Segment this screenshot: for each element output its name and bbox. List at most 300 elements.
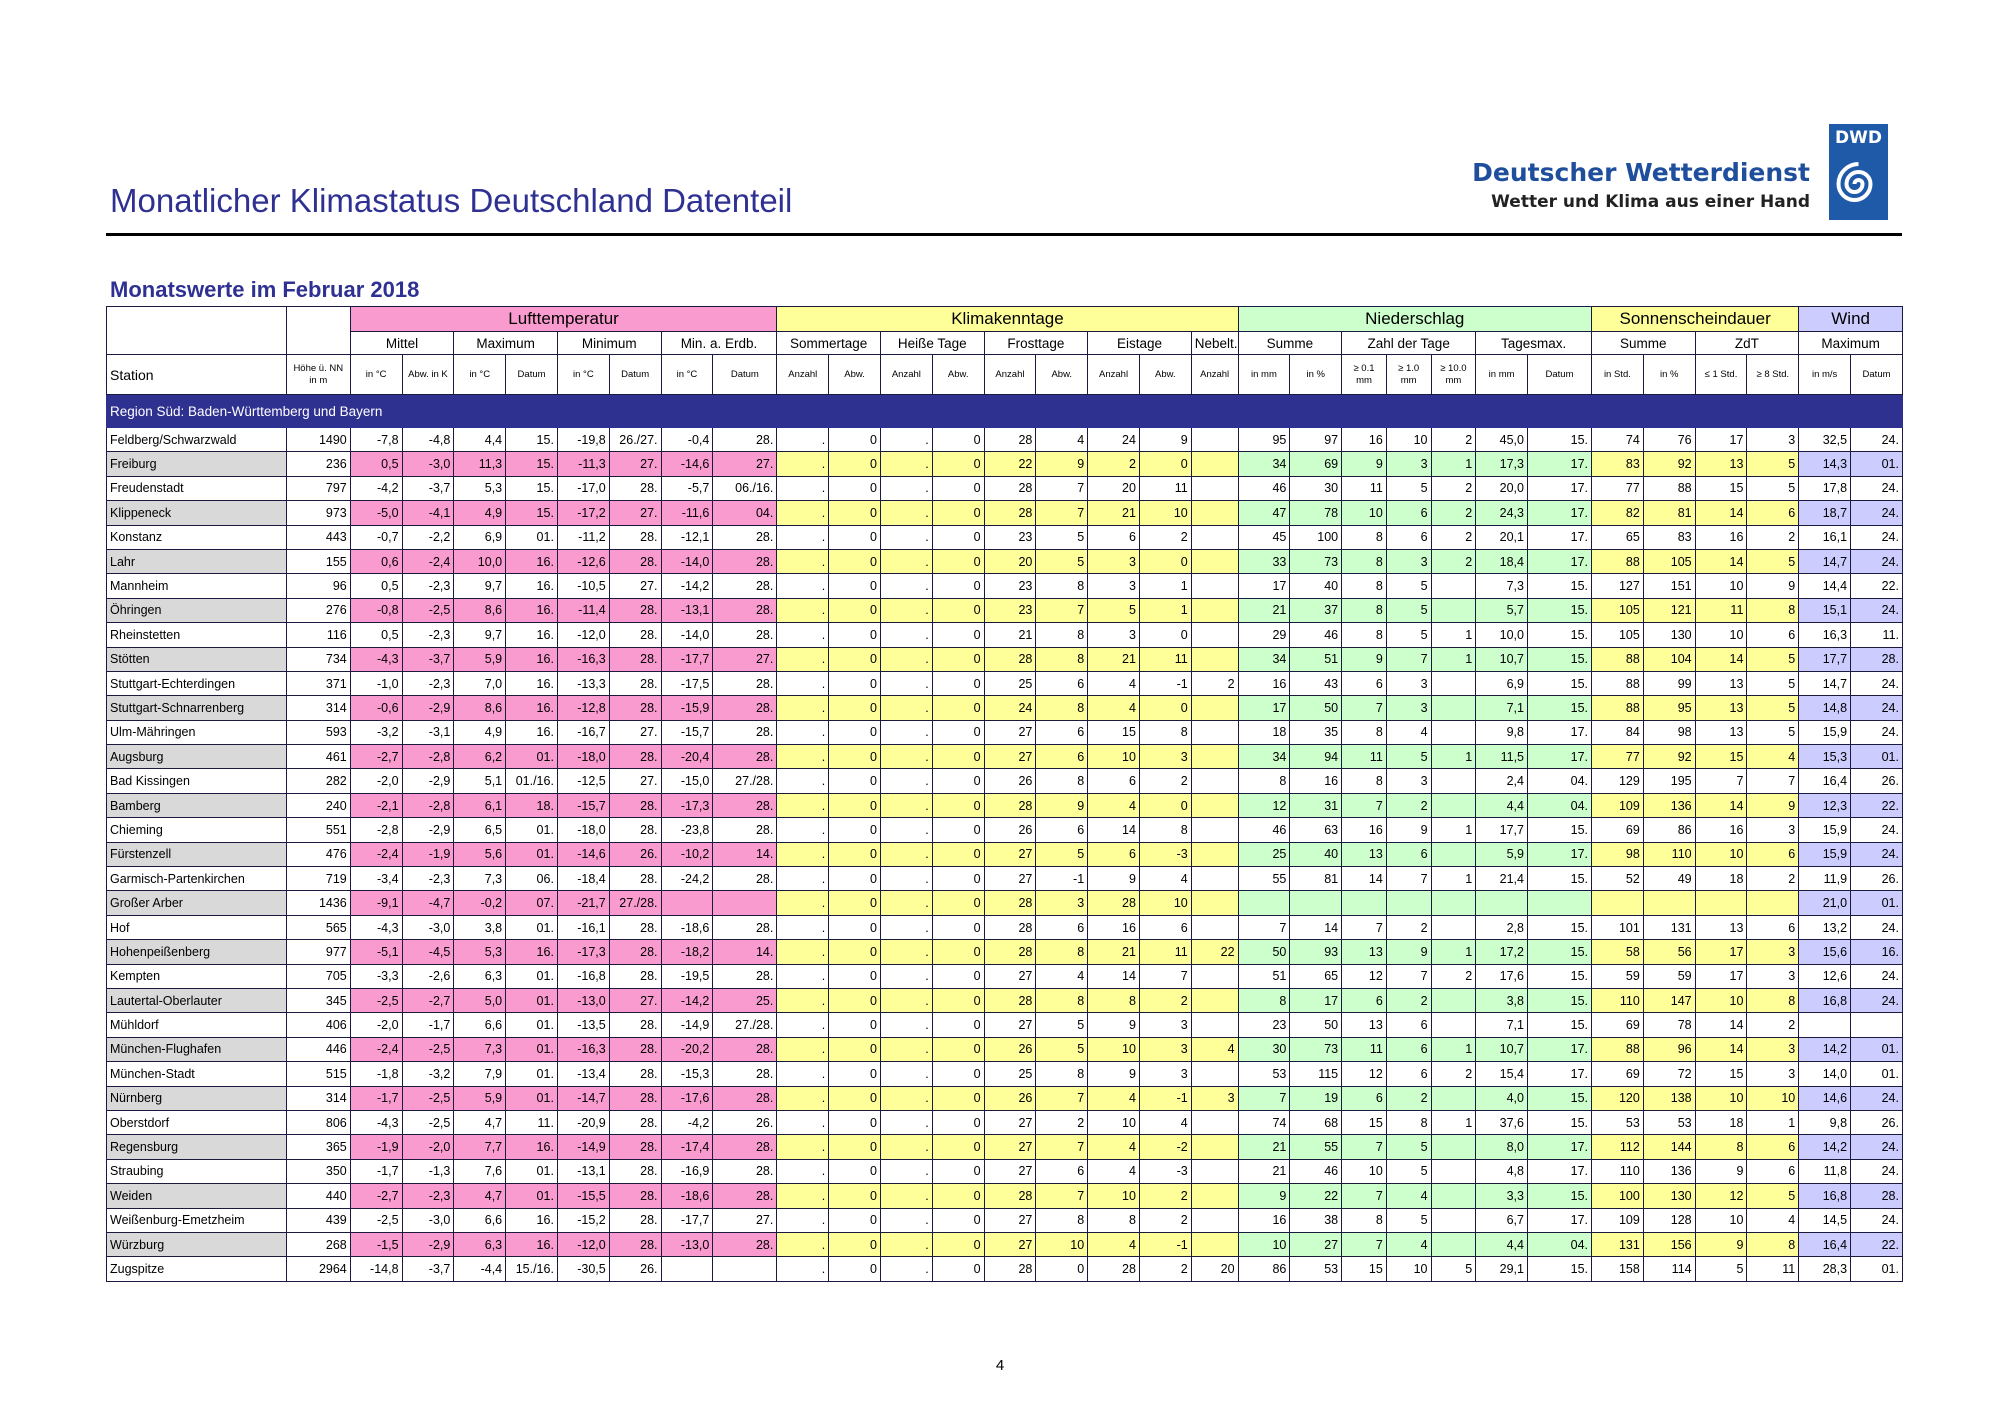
unit-header-cell: in mm <box>1476 355 1528 395</box>
table-cell: -13,1 <box>557 1159 609 1183</box>
table-cell: 12 <box>1238 793 1290 817</box>
table-cell: 18,7 <box>1799 501 1851 525</box>
table-cell: 28 <box>984 793 1036 817</box>
table-cell: 7 <box>1036 1086 1088 1110</box>
table-cell: 1 <box>1431 623 1476 647</box>
table-cell: 5 <box>1036 549 1088 573</box>
table-cell: 27 <box>984 720 1036 744</box>
station-height: 973 <box>286 501 350 525</box>
table-cell: -1,7 <box>350 1159 402 1183</box>
group-wind: Wind <box>1799 307 1903 332</box>
table-cell: -14,6 <box>661 452 713 476</box>
table-cell: 17. <box>1528 1208 1592 1232</box>
table-cell: 10 <box>1088 1184 1140 1208</box>
table-cell: 16,8 <box>1799 1184 1851 1208</box>
table-cell: 21,4 <box>1476 867 1528 891</box>
table-cell: -14,9 <box>661 1013 713 1037</box>
table-cell: 24. <box>1851 915 1903 939</box>
table-cell: 26 <box>984 1086 1036 1110</box>
table-cell: -1,9 <box>402 842 454 866</box>
table-cell: 0 <box>932 671 984 695</box>
station-name: Bamberg <box>107 793 287 817</box>
table-cell: . <box>880 1135 932 1159</box>
table-cell: 3 <box>1139 1013 1191 1037</box>
table-cell: 5,1 <box>454 769 506 793</box>
table-cell: 15. <box>1528 647 1592 671</box>
table-cell: -11,2 <box>557 525 609 549</box>
table-cell: 3 <box>1088 574 1140 598</box>
table-cell: 26. <box>1851 769 1903 793</box>
table-cell: 14,5 <box>1799 1208 1851 1232</box>
table-cell: -17,5 <box>661 671 713 695</box>
table-cell: 2 <box>1431 476 1476 500</box>
station-name: München-Flughafen <box>107 1037 287 1061</box>
table-cell: 16 <box>1238 671 1290 695</box>
table-cell <box>1191 598 1238 622</box>
table-cell: 16,1 <box>1799 525 1851 549</box>
table-cell: -12,5 <box>557 769 609 793</box>
table-cell: 0 <box>1036 1257 1088 1281</box>
table-cell: 6 <box>1386 1013 1431 1037</box>
table-cell: . <box>777 720 829 744</box>
table-cell: 5 <box>1386 745 1431 769</box>
table-cell <box>1290 891 1342 915</box>
table-row <box>107 1110 1903 1134</box>
table-cell: 28. <box>609 940 661 964</box>
table-cell: 17. <box>1528 476 1592 500</box>
table-cell: 28. <box>713 549 777 573</box>
table-cell: 38 <box>1290 1208 1342 1232</box>
table-cell: 28. <box>713 1086 777 1110</box>
table-cell: 15. <box>1528 598 1592 622</box>
table-cell: 0 <box>829 988 881 1012</box>
table-cell: 27./28. <box>609 891 661 915</box>
table-cell: -13,0 <box>557 988 609 1012</box>
table-cell: 26. <box>609 1257 661 1281</box>
table-cell: 53 <box>1238 1062 1290 1086</box>
table-cell: . <box>880 1257 932 1281</box>
table-cell: 9 <box>1342 452 1387 476</box>
table-cell: 8 <box>1036 647 1088 671</box>
table-cell: 7 <box>1695 769 1747 793</box>
table-cell: 22. <box>1851 1232 1903 1256</box>
table-cell: . <box>880 793 932 817</box>
table-cell: 15 <box>1695 476 1747 500</box>
table-cell: -19,8 <box>557 428 609 452</box>
table-cell: 28. <box>713 1037 777 1061</box>
table-cell: 69 <box>1592 818 1644 842</box>
table-cell: -17,6 <box>661 1086 713 1110</box>
table-cell: 2 <box>1747 1013 1799 1037</box>
table-cell: 27. <box>609 769 661 793</box>
table-cell: -3,7 <box>402 1257 454 1281</box>
table-cell: 59 <box>1643 964 1695 988</box>
table-cell: 14,4 <box>1799 574 1851 598</box>
table-cell: 13,2 <box>1799 915 1851 939</box>
table-cell: 5 <box>1747 452 1799 476</box>
table-cell: 2 <box>1431 549 1476 573</box>
table-row <box>107 769 1903 793</box>
table-cell: -2,9 <box>402 696 454 720</box>
station-name: Lautertal-Oberlauter <box>107 988 287 1012</box>
table-cell: 22 <box>984 452 1036 476</box>
table-cell: 0 <box>1139 793 1191 817</box>
table-cell: 5 <box>1386 1135 1431 1159</box>
table-cell: 88 <box>1592 549 1644 573</box>
table-cell: 2 <box>1139 1208 1191 1232</box>
table-cell: 18 <box>1695 1110 1747 1134</box>
table-cell <box>1431 1208 1476 1232</box>
table-cell: 0 <box>829 915 881 939</box>
table-cell: 0 <box>932 940 984 964</box>
table-cell: 3 <box>1139 745 1191 769</box>
table-cell: 18,4 <box>1476 549 1528 573</box>
table-cell: 8 <box>1088 988 1140 1012</box>
table-cell: 5 <box>1431 1257 1476 1281</box>
table-cell: . <box>880 574 932 598</box>
table-cell: 7 <box>1139 964 1191 988</box>
table-cell: 2 <box>1747 867 1799 891</box>
table-cell: 9 <box>1036 452 1088 476</box>
station-name: Chieming <box>107 818 287 842</box>
table-cell: 21 <box>1238 1135 1290 1159</box>
section-subtitle: Monatswerte im Februar 2018 <box>110 277 420 302</box>
table-cell: 2 <box>1191 671 1238 695</box>
table-cell: 7,1 <box>1476 696 1528 720</box>
station-name: Öhringen <box>107 598 287 622</box>
sub-zdt: ZdT <box>1695 332 1799 355</box>
table-cell: -4,8 <box>402 428 454 452</box>
table-cell: 6 <box>1747 1135 1799 1159</box>
table-cell: 6 <box>1386 1037 1431 1061</box>
table-cell: 24. <box>1851 720 1903 744</box>
table-cell: 24 <box>984 696 1036 720</box>
unit-header-cell: Datum <box>1528 355 1592 395</box>
table-cell: 16. <box>506 623 558 647</box>
station-name: Würzburg <box>107 1232 287 1256</box>
table-cell: 24,3 <box>1476 501 1528 525</box>
table-cell: 0 <box>829 1037 881 1061</box>
table-cell: 13 <box>1695 671 1747 695</box>
table-cell: 11. <box>506 1110 558 1134</box>
table-cell: -2,3 <box>402 867 454 891</box>
table-cell: 7 <box>1386 647 1431 671</box>
table-cell: 17. <box>1528 1159 1592 1183</box>
table-cell: 58 <box>1592 940 1644 964</box>
table-cell: 17 <box>1290 988 1342 1012</box>
table-cell: 28. <box>713 793 777 817</box>
table-cell: 5,9 <box>454 647 506 671</box>
table-cell: 97 <box>1290 428 1342 452</box>
table-cell: -18,2 <box>661 940 713 964</box>
table-cell: -15,7 <box>661 720 713 744</box>
table-row <box>107 598 1903 622</box>
region-row <box>107 395 1903 428</box>
table-cell: 17,7 <box>1476 818 1528 842</box>
table-cell: 110 <box>1592 988 1644 1012</box>
table-cell: 1 <box>1431 1110 1476 1134</box>
region-label: Region Süd: Baden-Württemberg und Bayern <box>107 395 1903 428</box>
table-cell: 110 <box>1643 842 1695 866</box>
table-cell: 0 <box>932 1232 984 1256</box>
table-cell: 46 <box>1290 623 1342 647</box>
table-row <box>107 1135 1903 1159</box>
table-cell: 20 <box>1088 476 1140 500</box>
table-cell: 6 <box>1747 1159 1799 1183</box>
table-cell: 28. <box>609 745 661 769</box>
table-cell: 18 <box>1695 867 1747 891</box>
station-name: Fürstenzell <box>107 842 287 866</box>
table-cell: 24. <box>1851 1135 1903 1159</box>
table-cell: 28. <box>713 818 777 842</box>
table-cell: 11,5 <box>1476 745 1528 769</box>
table-cell: 20 <box>984 549 1036 573</box>
table-cell: 4,0 <box>1476 1086 1528 1110</box>
table-cell: 8 <box>1342 549 1387 573</box>
table-cell: 8 <box>1342 525 1387 549</box>
table-cell: -10,5 <box>557 574 609 598</box>
table-cell <box>1191 1062 1238 1086</box>
station-name: Weißenburg-Emetzheim <box>107 1208 287 1232</box>
station-name: Augsburg <box>107 745 287 769</box>
table-cell: 93 <box>1290 940 1342 964</box>
table-cell: 01. <box>506 1184 558 1208</box>
table-cell: -2,0 <box>350 769 402 793</box>
table-cell: . <box>777 647 829 671</box>
table-cell: 0 <box>932 1208 984 1232</box>
table-cell: 4 <box>1088 696 1140 720</box>
table-cell: 8 <box>1747 598 1799 622</box>
station-height: 1436 <box>286 891 350 915</box>
table-cell: 0 <box>932 549 984 573</box>
table-cell: 3,8 <box>454 915 506 939</box>
table-cell <box>1191 1110 1238 1134</box>
table-cell: 5,0 <box>454 988 506 1012</box>
table-cell: 2 <box>1431 428 1476 452</box>
station-height: 461 <box>286 745 350 769</box>
table-cell: 13 <box>1342 1013 1387 1037</box>
table-cell: 49 <box>1643 867 1695 891</box>
table-cell: 10 <box>1747 1086 1799 1110</box>
table-cell: 88 <box>1592 1037 1644 1061</box>
table-cell: 11 <box>1139 647 1191 671</box>
table-cell: -14,7 <box>557 1086 609 1110</box>
table-cell: 9,7 <box>454 574 506 598</box>
table-cell: 32,5 <box>1799 428 1851 452</box>
table-cell: 14 <box>1695 1013 1747 1037</box>
table-cell: -20,9 <box>557 1110 609 1134</box>
table-cell: . <box>777 476 829 500</box>
table-cell: 0 <box>932 696 984 720</box>
table-cell: 8 <box>1342 769 1387 793</box>
table-cell: 82 <box>1592 501 1644 525</box>
unit-header-cell: in °C <box>454 355 506 395</box>
table-cell: 5 <box>1036 1037 1088 1061</box>
table-cell: 3 <box>1747 818 1799 842</box>
table-cell: -3 <box>1139 1159 1191 1183</box>
table-cell: 25 <box>984 671 1036 695</box>
station-header-blank <box>107 307 287 355</box>
table-cell: -16,7 <box>557 720 609 744</box>
sub-header-row <box>107 332 1903 355</box>
unit-header-cell: in % <box>1643 355 1695 395</box>
table-cell: -2,2 <box>402 525 454 549</box>
station-name: Großer Arber <box>107 891 287 915</box>
station-height: 314 <box>286 1086 350 1110</box>
table-row <box>107 623 1903 647</box>
table-cell: 0 <box>829 1184 881 1208</box>
unit-header-cell: ≥ 10.0 mm <box>1431 355 1476 395</box>
table-cell: . <box>777 671 829 695</box>
unit-header-cell: Abw. <box>932 355 984 395</box>
table-cell: 18. <box>506 793 558 817</box>
table-cell: 6,9 <box>1476 671 1528 695</box>
station-name: Ulm-Mähringen <box>107 720 287 744</box>
table-cell: 2 <box>1747 525 1799 549</box>
unit-header-cell: Anzahl <box>984 355 1036 395</box>
table-cell: 01. <box>506 1159 558 1183</box>
station-height: 476 <box>286 842 350 866</box>
table-cell: . <box>777 452 829 476</box>
group-header-row <box>107 307 1903 332</box>
table-cell: -17,7 <box>661 647 713 671</box>
table-cell: . <box>880 1037 932 1061</box>
table-cell: 6,5 <box>454 818 506 842</box>
table-cell: 14 <box>1290 915 1342 939</box>
table-cell <box>1191 1184 1238 1208</box>
table-cell: 30 <box>1238 1037 1290 1061</box>
table-cell: 46 <box>1238 476 1290 500</box>
table-cell: . <box>777 501 829 525</box>
table-cell: 14 <box>1695 501 1747 525</box>
table-cell: -12,0 <box>557 1232 609 1256</box>
table-cell: 6 <box>1139 915 1191 939</box>
table-cell: 1 <box>1431 940 1476 964</box>
table-row <box>107 915 1903 939</box>
table-cell: -2,5 <box>402 1110 454 1134</box>
table-cell: -12,6 <box>557 549 609 573</box>
table-cell: 24. <box>1851 964 1903 988</box>
table-cell: 1 <box>1139 598 1191 622</box>
table-cell <box>1431 793 1476 817</box>
table-cell: -20,4 <box>661 745 713 769</box>
table-cell: 28. <box>609 1232 661 1256</box>
table-cell: 112 <box>1592 1135 1644 1159</box>
table-cell: -12,1 <box>661 525 713 549</box>
table-cell: . <box>880 818 932 842</box>
table-cell: 45,0 <box>1476 428 1528 452</box>
table-cell: 11 <box>1139 940 1191 964</box>
table-cell: 2,4 <box>1476 769 1528 793</box>
table-cell: 8 <box>1342 574 1387 598</box>
table-cell: 136 <box>1643 1159 1695 1183</box>
table-cell: -15,5 <box>557 1184 609 1208</box>
table-cell: 27 <box>984 1232 1036 1256</box>
table-cell: 17. <box>1528 525 1592 549</box>
table-cell: 96 <box>1643 1037 1695 1061</box>
station-name: Mühldorf <box>107 1013 287 1037</box>
table-row <box>107 988 1903 1012</box>
table-cell: 6 <box>1386 525 1431 549</box>
table-cell: -1,7 <box>402 1013 454 1037</box>
table-cell: 24. <box>1851 1159 1903 1183</box>
table-cell: 2 <box>1139 525 1191 549</box>
table-cell: 128 <box>1643 1208 1695 1232</box>
table-row <box>107 647 1903 671</box>
table-cell: 21 <box>1238 1159 1290 1183</box>
table-cell: 0 <box>829 623 881 647</box>
table-cell: -12,8 <box>557 696 609 720</box>
table-cell: 8 <box>1036 940 1088 964</box>
table-cell: 127 <box>1592 574 1644 598</box>
station-name: Lahr <box>107 549 287 573</box>
unit-header-cell: ≤ 1 Std. <box>1695 355 1747 395</box>
table-cell: 0 <box>932 476 984 500</box>
table-cell: -5,7 <box>661 476 713 500</box>
table-row <box>107 842 1903 866</box>
table-cell: 22. <box>1851 574 1903 598</box>
table-row <box>107 1037 1903 1061</box>
table-cell <box>1592 891 1644 915</box>
table-cell: 20 <box>1191 1257 1238 1281</box>
table-cell: 11 <box>1342 745 1387 769</box>
table-cell: 0,5 <box>350 574 402 598</box>
table-cell: 4,8 <box>1476 1159 1528 1183</box>
table-cell: 136 <box>1643 793 1695 817</box>
table-cell: 8 <box>1036 574 1088 598</box>
table-cell: . <box>880 745 932 769</box>
table-cell: 01. <box>506 818 558 842</box>
table-cell: 2 <box>1139 769 1191 793</box>
table-cell: 3 <box>1036 891 1088 915</box>
table-cell: 95 <box>1643 696 1695 720</box>
table-cell: . <box>777 623 829 647</box>
table-cell: 15. <box>506 452 558 476</box>
table-cell: 53 <box>1290 1257 1342 1281</box>
table-cell: 23 <box>984 525 1036 549</box>
table-cell: -18,0 <box>557 818 609 842</box>
table-cell: 6 <box>1036 745 1088 769</box>
table-cell <box>1191 623 1238 647</box>
table-cell <box>661 1257 713 1281</box>
table-cell: 115 <box>1290 1062 1342 1086</box>
table-cell <box>1431 671 1476 695</box>
table-cell: -3,4 <box>350 867 402 891</box>
table-cell: 21,0 <box>1799 891 1851 915</box>
table-cell: 28. <box>609 1135 661 1159</box>
table-cell: 7 <box>1342 1184 1387 1208</box>
table-cell: 6 <box>1747 915 1799 939</box>
table-cell: 129 <box>1592 769 1644 793</box>
table-cell: -4,4 <box>454 1257 506 1281</box>
table-cell: 28. <box>609 1110 661 1134</box>
table-cell: -16,8 <box>557 964 609 988</box>
table-cell: -1,8 <box>350 1062 402 1086</box>
table-cell: 7 <box>1036 1135 1088 1159</box>
table-cell: 24. <box>1851 549 1903 573</box>
table-cell: -3,0 <box>402 452 454 476</box>
table-cell: -2,5 <box>350 988 402 1012</box>
table-cell: 24. <box>1851 598 1903 622</box>
table-cell: 27 <box>984 745 1036 769</box>
table-cell: . <box>880 915 932 939</box>
table-cell: 1 <box>1431 1037 1476 1061</box>
table-cell: 15,6 <box>1799 940 1851 964</box>
table-cell: . <box>880 1184 932 1208</box>
table-cell: 28 <box>984 940 1036 964</box>
table-cell: 01. <box>506 1013 558 1037</box>
table-cell: 0 <box>932 1184 984 1208</box>
